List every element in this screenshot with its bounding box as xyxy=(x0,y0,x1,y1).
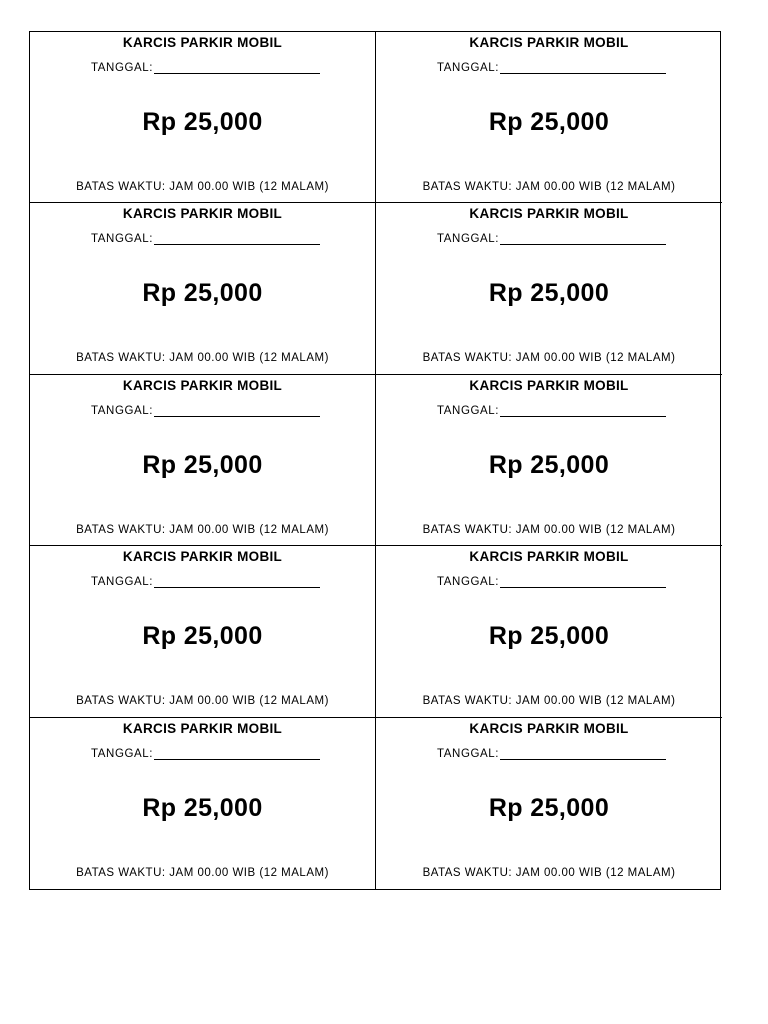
date-field xyxy=(437,232,666,245)
parking-ticket xyxy=(30,375,376,546)
date-field xyxy=(437,747,666,760)
parking-ticket xyxy=(30,32,376,203)
ticket-title: KARCIS PARKIR MOBIL xyxy=(122,206,283,222)
ticket-title: KARCIS PARKIR MOBIL xyxy=(469,35,629,50)
date-blank-line xyxy=(500,747,666,760)
time-limit: BATAS WAKTU: JAM 00.00 WIB (12 MALAM) xyxy=(422,523,676,536)
parking-ticket xyxy=(376,375,722,546)
ticket-price: Rp 25,000 xyxy=(142,622,263,651)
ticket-title: KARCIS PARKIR MOBIL xyxy=(469,549,629,565)
date-label: TANGGAL: xyxy=(437,62,500,74)
date-blank-line xyxy=(154,404,320,417)
ticket-price: Rp 25,000 xyxy=(488,450,610,479)
date-blank-line xyxy=(500,404,666,417)
date-field xyxy=(437,404,666,417)
date-label: TANGGAL: xyxy=(437,233,500,246)
time-limit: BATAS WAKTU: JAM 00.00 WIB (12 MALAM) xyxy=(76,523,329,536)
date-blank-line xyxy=(500,232,666,245)
ticket-title: KARCIS PARKIR MOBIL xyxy=(122,35,283,50)
ticket-price: Rp 25,000 xyxy=(142,793,263,822)
ticket-sheet xyxy=(29,31,721,890)
date-label: TANGGAL: xyxy=(91,404,154,417)
parking-ticket xyxy=(30,546,376,717)
date-blank-line xyxy=(500,575,666,588)
date-field xyxy=(437,61,666,74)
time-limit: BATAS WAKTU: JAM 00.00 WIB (12 MALAM) xyxy=(76,695,329,708)
time-limit: BATAS WAKTU: JAM 00.00 WIB (12 MALAM) xyxy=(76,866,329,879)
date-blank-line xyxy=(500,61,666,74)
time-limit: BATAS WAKTU: JAM 00.00 WIB (12 MALAM) xyxy=(76,181,329,193)
ticket-title: KARCIS PARKIR MOBIL xyxy=(469,206,629,222)
date-label: TANGGAL: xyxy=(437,404,500,417)
ticket-title: KARCIS PARKIR MOBIL xyxy=(122,377,283,393)
time-limit: BATAS WAKTU: JAM 00.00 WIB (12 MALAM) xyxy=(422,695,676,708)
date-field xyxy=(91,747,320,760)
ticket-title: KARCIS PARKIR MOBIL xyxy=(122,720,283,736)
ticket-price: Rp 25,000 xyxy=(142,279,263,308)
parking-ticket xyxy=(376,32,722,203)
parking-ticket xyxy=(376,718,722,889)
date-field xyxy=(91,575,320,588)
ticket-price: Rp 25,000 xyxy=(488,622,610,651)
date-label: TANGGAL: xyxy=(91,747,154,760)
date-field xyxy=(437,575,666,588)
date-label: TANGGAL: xyxy=(437,747,500,760)
date-label: TANGGAL: xyxy=(91,233,154,246)
date-label: TANGGAL: xyxy=(91,62,154,74)
date-label: TANGGAL: xyxy=(437,576,500,589)
date-field xyxy=(91,232,320,245)
parking-ticket xyxy=(376,546,722,717)
ticket-price: Rp 25,000 xyxy=(142,450,263,479)
parking-ticket xyxy=(376,203,722,374)
ticket-price: Rp 25,000 xyxy=(142,108,263,136)
date-blank-line xyxy=(154,747,320,760)
ticket-price: Rp 25,000 xyxy=(488,793,610,822)
ticket-title: KARCIS PARKIR MOBIL xyxy=(122,549,283,565)
date-field xyxy=(91,61,320,74)
time-limit: BATAS WAKTU: JAM 00.00 WIB (12 MALAM) xyxy=(422,352,676,365)
date-blank-line xyxy=(154,61,320,74)
parking-ticket xyxy=(30,718,376,889)
ticket-price: Rp 25,000 xyxy=(488,279,610,308)
date-blank-line xyxy=(154,575,320,588)
parking-ticket xyxy=(30,203,376,374)
time-limit: BATAS WAKTU: JAM 00.00 WIB (12 MALAM) xyxy=(76,352,329,365)
ticket-price: Rp 25,000 xyxy=(488,108,610,136)
ticket-title: KARCIS PARKIR MOBIL xyxy=(469,720,629,736)
date-blank-line xyxy=(154,232,320,245)
date-label: TANGGAL: xyxy=(91,576,154,589)
ticket-title: KARCIS PARKIR MOBIL xyxy=(469,377,629,393)
time-limit: BATAS WAKTU: JAM 00.00 WIB (12 MALAM) xyxy=(422,181,676,193)
date-field xyxy=(91,404,320,417)
time-limit: BATAS WAKTU: JAM 00.00 WIB (12 MALAM) xyxy=(422,866,676,879)
